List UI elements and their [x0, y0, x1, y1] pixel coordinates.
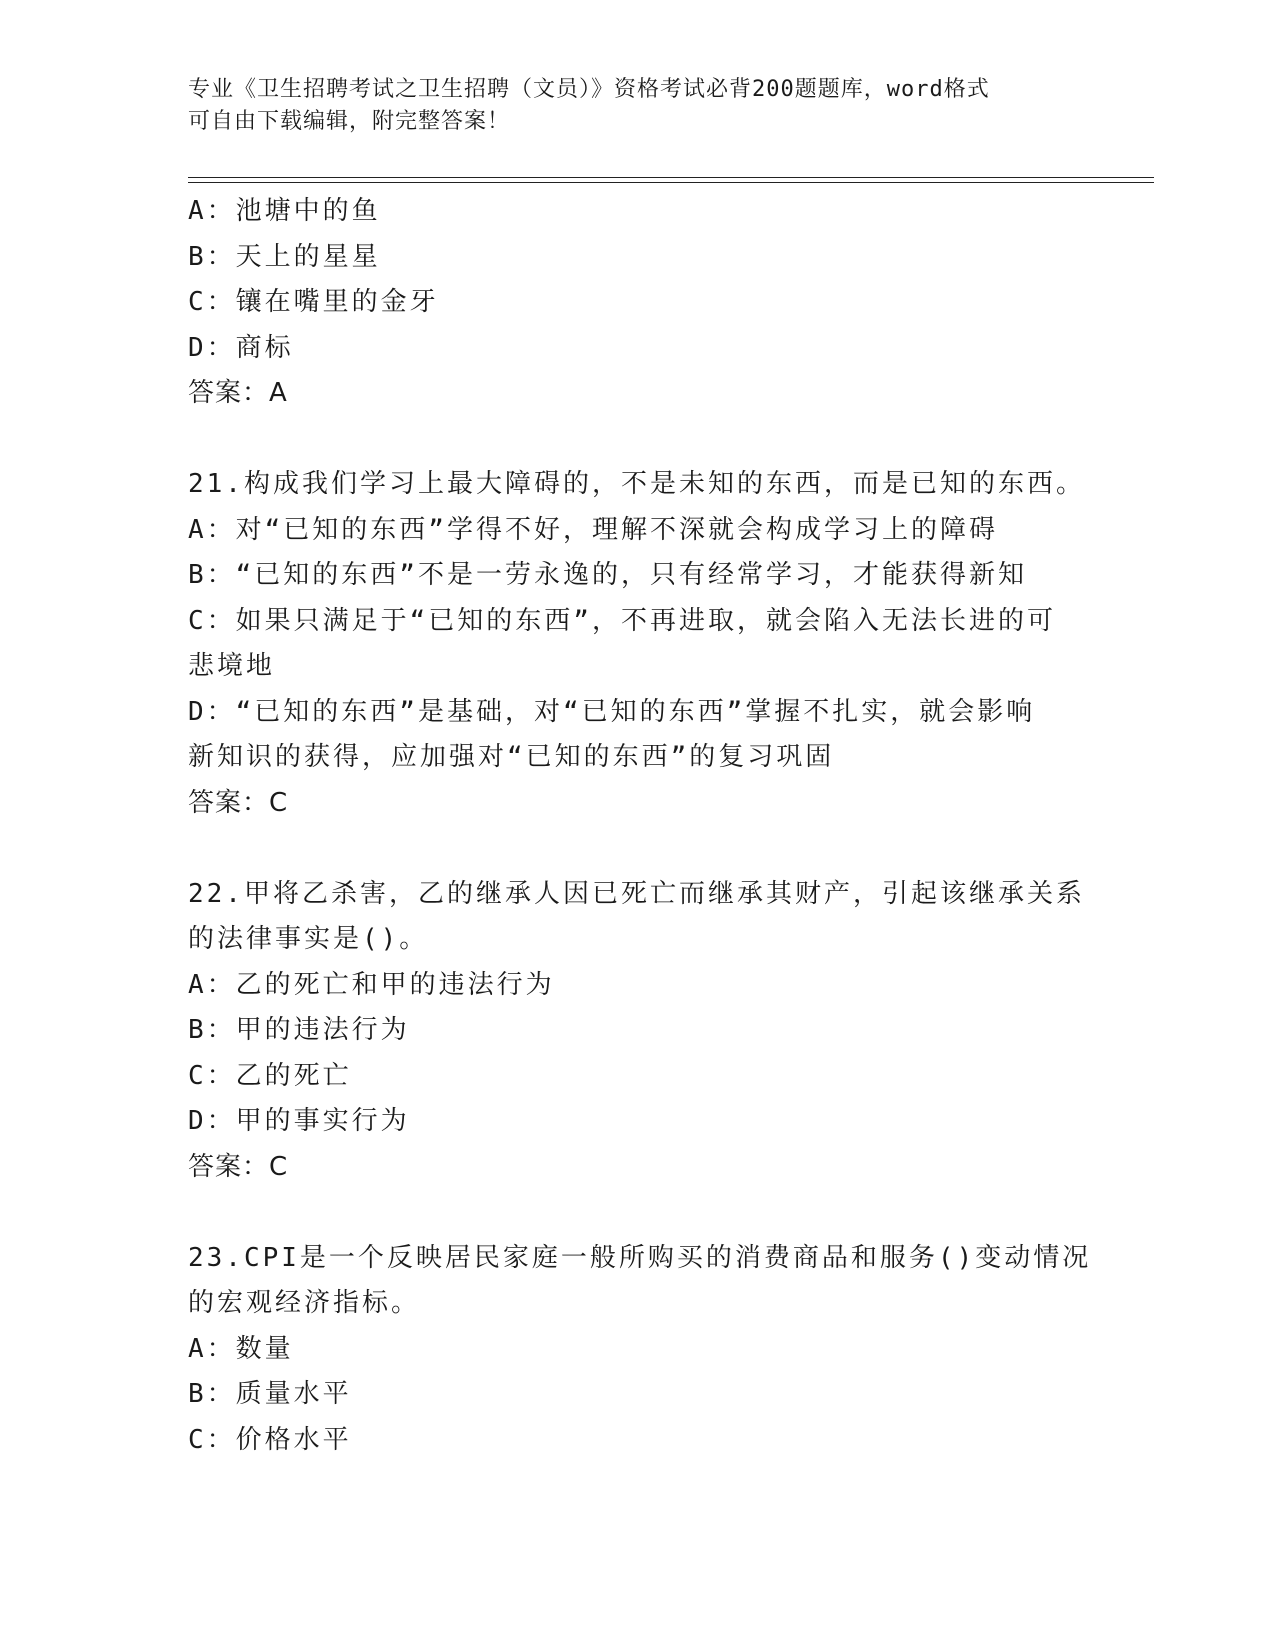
option-a: A：池塘中的鱼 — [188, 196, 381, 226]
question-stem: 22.甲将乙杀害，乙的继承人因已死亡而继承其财产，引起该继承关系 — [188, 878, 1085, 909]
document-header — [188, 74, 1068, 138]
option-c: C：如果只满足于“已知的东西”，不再进取，就会陷入无法长进的可 — [188, 605, 1056, 636]
option-d: D：甲的事实行为 — [188, 1106, 410, 1136]
question-spacer — [188, 417, 1078, 463]
question-stem-continued: 的宏观经济指标。 — [188, 1288, 421, 1318]
answer-label: 答案：A — [188, 378, 288, 408]
header-title-line-1: 专业《卫生招聘考试之卫生招聘（文员）》资格考试必背200题题库，word格式 — [188, 77, 990, 102]
option-d: D：商标 — [188, 332, 294, 363]
question-stem: 21.构成我们学习上最大障碍的，不是未知的东西，而是已知的东西。 — [188, 469, 1085, 499]
answer-label: 答案：C — [188, 1151, 289, 1182]
answer-label: 答案：C — [188, 787, 289, 818]
option-a: A：乙的死亡和甲的违法行为 — [188, 969, 555, 1000]
option-a: A：对“已知的东西”学得不好，理解不深就会构成学习上的障碍 — [188, 514, 998, 545]
option-c-continued: 悲境地 — [188, 651, 276, 681]
question-20 — [188, 189, 1078, 417]
option-c: C：镶在嘴里的金牙 — [188, 287, 439, 317]
question-23 — [188, 1236, 1092, 1464]
header-divider-bottom — [188, 182, 1154, 183]
question-stem-continued: 的法律事实是()。 — [188, 924, 429, 954]
question-spacer — [188, 826, 1078, 872]
option-b: B：“已知的东西”不是一劳永逸的，只有经常学习，才能获得新知 — [188, 560, 1027, 590]
option-c: C：乙的死亡 — [188, 1060, 352, 1091]
question-list — [188, 189, 1092, 1463]
option-a: A：数量 — [188, 1333, 294, 1364]
option-b: B：甲的违法行为 — [188, 1015, 410, 1045]
option-c: C：价格水平 — [188, 1424, 352, 1455]
header-title-line-2: 可自由下载编辑，附完整答案！ — [188, 109, 511, 134]
header-divider-top — [188, 177, 1154, 178]
option-d: D：“已知的东西”是基础，对“已知的东西”掌握不扎实，就会影响 — [188, 696, 1036, 727]
option-b: B：天上的星星 — [188, 241, 381, 272]
question-22 — [188, 872, 1085, 1191]
question-21 — [188, 462, 1085, 826]
question-spacer — [188, 1190, 1078, 1236]
option-d-continued: 新知识的获得，应加强对“已知的东西”的复习巩固 — [188, 742, 835, 772]
question-stem: 23.CPI是一个反映居民家庭一般所购买的消费商品和服务()变动情况 — [188, 1242, 1092, 1273]
option-b: B：质量水平 — [188, 1379, 352, 1409]
